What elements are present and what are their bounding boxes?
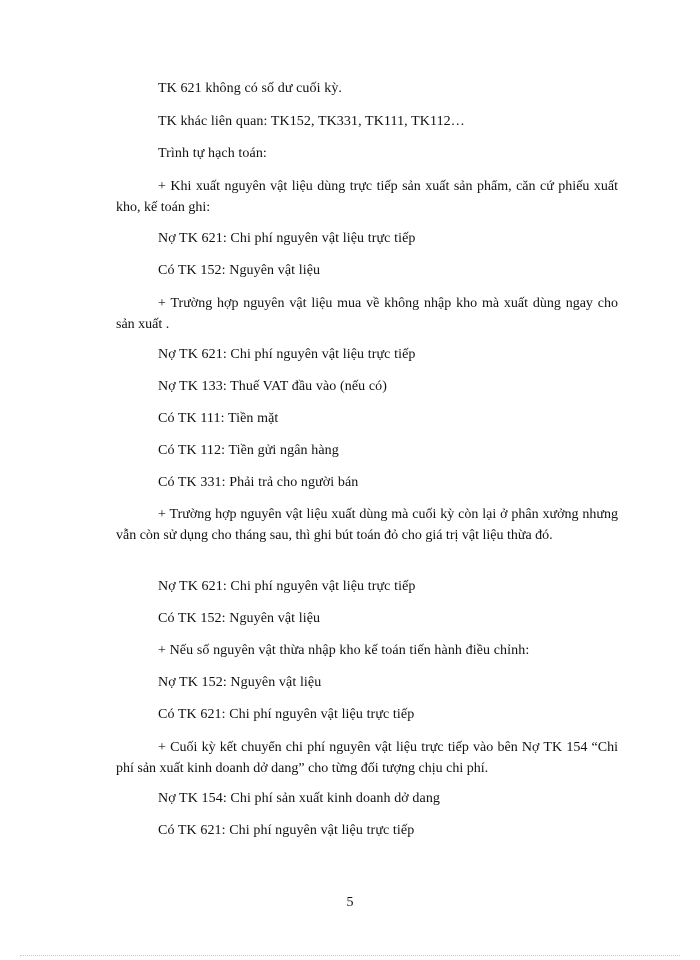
paragraph: + Trường hợp nguyên vật liệu mua về không nhập kho mà xuất dùng ngay cho sản xuất . (116, 296, 618, 332)
text-line: TK 621 không có số dư cuối kỳ. (158, 81, 343, 96)
text-line: Có TK 152: Nguyên vật liệu (158, 263, 321, 278)
text-line: Nợ TK 152: Nguyên vật liệu (158, 675, 322, 690)
text-line: + Nếu số nguyên vật thừa nhập kho kế toán tiến hành điều chỉnh: (158, 643, 530, 658)
text-line: Có TK 621: Chi phí nguyên vật liệu trực tiếp (158, 707, 415, 722)
text-line: Nợ TK 154: Chi phí sản xuất kinh doanh dở dang (158, 791, 441, 806)
paragraph: + Trường hợp nguyên vật liệu xuất dùng mà cuối kỳ còn lại ở phân xưởng nhưng vẫn còn sử dụng cho tháng sau, thì ghi bút toán đỏ cho giá trị vật liệu thừa đó. (116, 507, 618, 543)
text-line: Trình tự hạch toán: (158, 146, 267, 161)
page-number: 5 (346, 895, 354, 910)
paragraph: + Cuối kỳ kết chuyển chi phí nguyên vật liệu trực tiếp vào bên Nợ TK 154 “Chi phí sản xuất kinh doanh dở dang” cho từng đối tượng chịu chi phí. (116, 740, 618, 776)
text-line: Nợ TK 133: Thuế VAT đầu vào (nếu có) (158, 379, 388, 394)
text-line: Nợ TK 621: Chi phí nguyên vật liệu trực tiếp (158, 579, 416, 594)
text-line: Có TK 111: Tiền mặt (158, 411, 279, 426)
paragraph: + Khi xuất nguyên vật liệu dùng trực tiếp sản xuất sản phẩm, căn cứ phiếu xuất kho, kế toán ghi: (116, 179, 618, 215)
text-line: Có TK 621: Chi phí nguyên vật liệu trực tiếp (158, 823, 415, 838)
text-line: TK khác liên quan: TK152, TK331, TK111, TK112… (158, 114, 465, 129)
text-line: Có TK 331: Phải trả cho người bán (158, 475, 359, 490)
text-line: Có TK 112: Tiền gửi ngân hàng (158, 443, 339, 458)
text-line: Nợ TK 621: Chi phí nguyên vật liệu trực tiếp (158, 231, 416, 246)
text-line: Có TK 152: Nguyên vật liệu (158, 611, 321, 626)
page-bottom-divider (20, 955, 680, 956)
text-line: Nợ TK 621: Chi phí nguyên vật liệu trực tiếp (158, 347, 416, 362)
